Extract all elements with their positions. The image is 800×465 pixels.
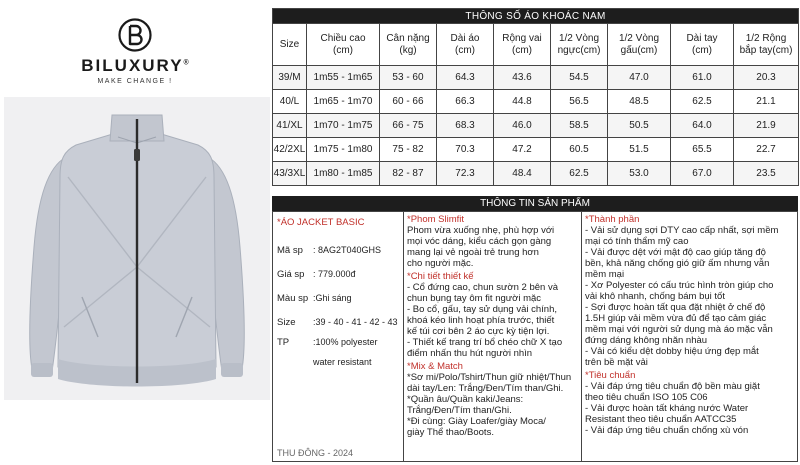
text-line: *Đi cùng: Giày Loafer/giày Moca/: [407, 416, 546, 427]
text-line: mềm mại: [585, 269, 625, 280]
size-table-cell: 66 - 75: [380, 114, 437, 138]
text-line: - Thiết kế trang trí bổ chéo chữ X tạo: [407, 337, 563, 348]
size-table-cell: 54.5: [551, 66, 608, 90]
text-line: theo tiêu chuẩn ISO 105 C06: [585, 392, 708, 403]
size-table-cell: 39/M: [273, 66, 307, 90]
size-table-cell: 47.0: [608, 66, 671, 90]
size-table-cell: 44.8: [494, 90, 551, 114]
size-table-cell: 21.1: [734, 90, 799, 114]
text-line: đứng dáng không nhăn nhàu: [585, 335, 708, 346]
size-table-cell: 23.5: [734, 162, 799, 186]
size-table-header-cell: 1/2 Rộng bắp tay(cm): [734, 24, 799, 66]
text-line: bền, khả năng chống gió giữ ấm nhưng vẫn: [585, 258, 770, 269]
size-table-header-cell: Rộng vai (cm): [494, 24, 551, 66]
size-table-cell: 21.9: [734, 114, 799, 138]
text-line: mềm mại với người sử dụng mà áo mặc vẫn: [585, 324, 773, 335]
text-line: dài tay/Len: Trắng/Đen/Tím than/Ghi.: [407, 383, 564, 394]
size-table-header-cell: 1/2 Vòng ngực(cm): [551, 24, 608, 66]
size-table-cell: 53 - 60: [380, 66, 437, 90]
form-heading: *Phom Slimfit: [407, 214, 465, 225]
size-table-cell: 68.3: [437, 114, 494, 138]
text-line: trên bề mặt vải: [585, 357, 648, 368]
size-table-cell: 46.0: [494, 114, 551, 138]
text-line: Phom vừa xuống nhẹ, phù hợp với: [407, 225, 555, 236]
text-line: - Vải được dệt với mật độ cao giúp tăng độ: [585, 247, 766, 258]
size-table-header-row: [273, 24, 799, 66]
product-info-panel: [272, 211, 798, 462]
text-line: - Bo cổ, gấu, tay sử dụng vải chính,: [407, 304, 558, 315]
text-line: Resistant theo tiêu chuẩn AATCC35: [585, 414, 737, 425]
size-table-cell: 61.0: [671, 66, 734, 90]
form-text: [407, 225, 578, 271]
size-table-cell: 60 - 66: [380, 90, 437, 114]
size-table-cell: 22.7: [734, 138, 799, 162]
size-table-cell: 75 - 82: [380, 138, 437, 162]
size-table-header-cell: Dài áo (cm): [437, 24, 494, 66]
size-table-cell: 43.6: [494, 66, 551, 90]
text-line: Trắng/Đen/Tím than/Ghi.: [407, 405, 512, 416]
standard-heading: *Tiêu chuẩn: [585, 370, 636, 381]
size-table-cell: 1m80 - 1m85: [307, 162, 380, 186]
product-photo: [4, 97, 270, 400]
text-line: mọi vóc dáng, kiểu cách gọn gàng: [407, 236, 552, 247]
size-table-row: [273, 162, 799, 186]
size-table-title: THÔNG SỐ ÁO KHOÁC NAM: [273, 9, 799, 24]
size-table-cell: 66.3: [437, 90, 494, 114]
size-table-cell: 20.3: [734, 66, 799, 90]
size-table-cell: 43/3XL: [273, 162, 307, 186]
size-table-cell: 50.5: [608, 114, 671, 138]
text-line: - Vải đáp ứng tiêu chuẩn chống xù vón: [585, 425, 749, 436]
size-table-row: [273, 138, 799, 162]
text-line: *Quần âu/Quần kaki/Jeans:: [407, 394, 524, 405]
size-table-cell: 51.5: [608, 138, 671, 162]
text-line: *Sơ mi/Polo/Tshirt/Thun giữ nhiệt/Thun: [407, 372, 572, 383]
size-table-cell: 47.2: [494, 138, 551, 162]
text-line: chun bụng tay ôm fit người mặc: [407, 293, 542, 304]
material-column: [582, 212, 797, 461]
size-table-header-cell: Cân nặng (kg): [380, 24, 437, 66]
size-table-cell: 82 - 87: [380, 162, 437, 186]
text-line: - Cổ đứng cao, chun sườn 2 bên và: [407, 282, 558, 293]
text-line: 1.5H giúp vải mềm vừa đủ để tạo cảm giác: [585, 313, 767, 324]
material-text: [585, 225, 794, 370]
design-column: [404, 212, 582, 461]
mix-match-heading: *Mix & Match: [407, 361, 463, 372]
detail-text: [407, 282, 578, 361]
text-line: - Vải được hoàn tất kháng nước Water: [585, 403, 749, 414]
brand-name: BILUXURY®: [81, 56, 189, 75]
size-table-row: [273, 66, 799, 90]
mix-match-text: [407, 372, 578, 440]
text-line: - Vải đáp ứng tiêu chuẩn độ bền màu giặt: [585, 381, 760, 392]
text-line: điểm nhấn thu hút người nhìn: [407, 348, 533, 359]
product-name: *ÁO JACKET BASIC: [277, 217, 365, 228]
text-line: giày Thể thao/Boots.: [407, 427, 494, 438]
size-table-cell: 62.5: [671, 90, 734, 114]
size-table-cell: 1m55 - 1m65: [307, 66, 380, 90]
material-heading: *Thành phần: [585, 214, 640, 225]
size-table-cell: 72.3: [437, 162, 494, 186]
text-line: kế túi cơi bên 2 áo cực kỳ tiện lợi.: [407, 326, 550, 337]
size-table-cell: 53.0: [608, 162, 671, 186]
size-table-header-cell: Chiều cao (cm): [307, 24, 380, 66]
size-table-header-cell: Size: [273, 24, 307, 66]
size-table-header-cell: Dài tay (cm): [671, 24, 734, 66]
size-table: [272, 8, 799, 186]
jacket-illustration: [4, 97, 270, 400]
size-table-cell: 42/2XL: [273, 138, 307, 162]
size-table-cell: 67.0: [671, 162, 734, 186]
standard-text: [585, 381, 794, 438]
text-line: khoá kéo linh hoạt phía trước, thiết: [407, 315, 555, 326]
brand-tagline: MAKE CHANGE !: [97, 78, 173, 85]
size-table-cell: 70.3: [437, 138, 494, 162]
text-line: mại có tính thẩm mỹ cao: [585, 236, 689, 247]
product-summary-column: [273, 212, 404, 461]
size-table-cell: 60.5: [551, 138, 608, 162]
size-table-row: [273, 114, 799, 138]
product-spec: Màu sp :Ghi sáng: [277, 293, 352, 304]
size-table-cell: 48.5: [608, 90, 671, 114]
product-spec: Giá sp : 779.000đ: [277, 269, 356, 280]
size-table-cell: 58.5: [551, 114, 608, 138]
size-table-cell: 41/XL: [273, 114, 307, 138]
text-line: mang lại vẻ ngoài trẻ trung hơn: [407, 247, 539, 258]
detail-heading: *Chi tiết thiết kế: [407, 271, 474, 282]
size-table-cell: 64.0: [671, 114, 734, 138]
text-line: - Vải sử dụng sợi DTY cao cấp nhất, sợi mềm: [585, 225, 779, 236]
size-table-cell: 65.5: [671, 138, 734, 162]
size-table-cell: 1m70 - 1m75: [307, 114, 380, 138]
text-line: - Xơ Polyester có cấu trúc hình tròn giúp cho: [585, 280, 774, 291]
product-spec: Size :39 - 40 - 41 - 42 - 43: [277, 317, 398, 328]
text-line: cho người mặc.: [407, 258, 474, 269]
product-spec: TP :100% polyester: [277, 337, 378, 348]
product-spec: Mã sp : 8AG2T040GHS: [277, 245, 382, 256]
size-table-cell: 64.3: [437, 66, 494, 90]
size-table-cell: 48.4: [494, 162, 551, 186]
size-table-cell: 62.5: [551, 162, 608, 186]
size-table-header-cell: 1/2 Vòng gấu(cm): [608, 24, 671, 66]
text-line: - Vải có kiểu dệt dobby hiệu ứng đẹp mắt: [585, 346, 759, 357]
text-line: vải khô nhanh, chống bám bụi tốt: [585, 291, 725, 302]
size-table-cell: 56.5: [551, 90, 608, 114]
text-line: - Sợi được hoàn tất qua đặt nhiệt ở chế độ: [585, 302, 766, 313]
season-label: THU ĐÔNG - 2024: [277, 448, 354, 458]
brand-mark-icon: [118, 18, 152, 52]
size-table-cell: 1m75 - 1m80: [307, 138, 380, 162]
size-table-cell: 40/L: [273, 90, 307, 114]
size-table-row: [273, 90, 799, 114]
product-spec: water resistant: [313, 357, 372, 367]
product-info-title: THÔNG TIN SẢN PHẨM: [272, 196, 798, 211]
brand-logo: [60, 18, 210, 85]
size-table-cell: 1m65 - 1m70: [307, 90, 380, 114]
